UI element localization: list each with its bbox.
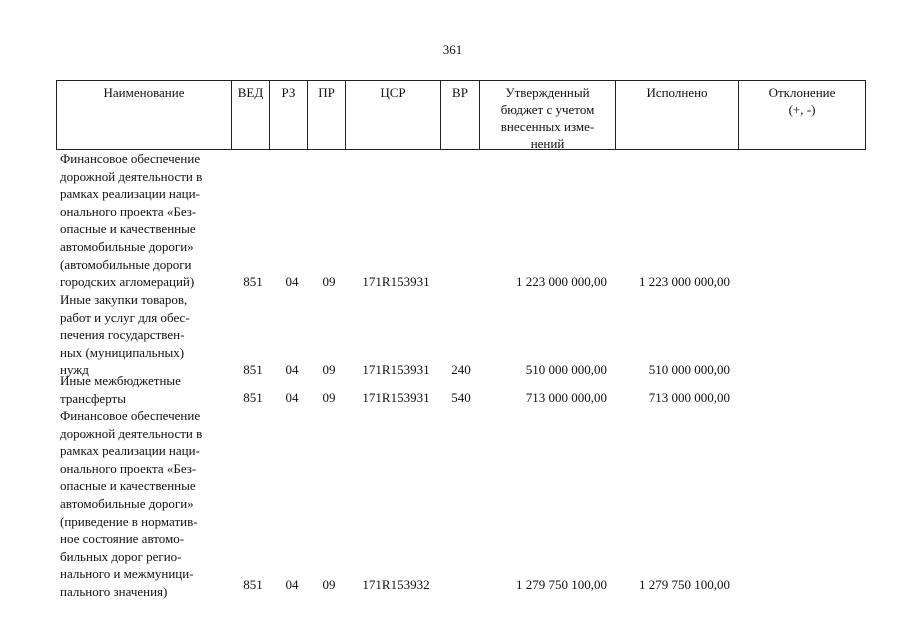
row-budget: 1 279 750 100,00 bbox=[516, 577, 607, 592]
header-budget-line: Утвержденный bbox=[505, 85, 590, 100]
row-name-line: работ и услуг для обес- bbox=[60, 309, 190, 325]
header-vr: ВР bbox=[441, 81, 480, 149]
row-pr: 09 bbox=[322, 577, 336, 592]
row-ved: 851 bbox=[243, 274, 263, 289]
row-name-line: трансферты bbox=[60, 390, 126, 406]
row-name-line: дорожной деятельности в bbox=[60, 425, 203, 441]
row-pr: 09 bbox=[322, 274, 336, 289]
table-header bbox=[56, 80, 866, 150]
row-rz: 04 bbox=[285, 362, 299, 377]
row-name-line: Финансовое обеспечение bbox=[60, 408, 201, 423]
row-name-line: опасные и качественные bbox=[60, 478, 196, 494]
row-csr: 171R153931 bbox=[362, 362, 430, 377]
header-budget-line: внесенных изме- bbox=[500, 119, 595, 134]
row-csr: 171R153932 bbox=[362, 577, 430, 592]
row-name-line: Иные закупки товаров, bbox=[60, 292, 188, 307]
row-budget: 713 000 000,00 bbox=[525, 390, 607, 405]
header-executed: Исполнено bbox=[616, 81, 739, 149]
row-name-line: ное состояние автомо- bbox=[60, 531, 185, 547]
row-executed: 510 000 000,00 bbox=[648, 362, 730, 377]
row-rz: 04 bbox=[285, 390, 299, 405]
row-budget: 510 000 000,00 bbox=[525, 362, 607, 377]
row-name-line: бильных дорог регио- bbox=[60, 548, 182, 564]
row-rz: 04 bbox=[285, 274, 299, 289]
header-rz: РЗ bbox=[270, 81, 308, 149]
header-budget bbox=[480, 81, 616, 149]
row-name-line: городских агломераций) bbox=[60, 274, 195, 290]
row-name-line: (приведение в норматив- bbox=[60, 513, 198, 529]
row-name bbox=[60, 150, 235, 291]
row-name bbox=[60, 291, 235, 379]
row-name-line: (автомобильные дороги bbox=[60, 256, 192, 272]
row-name-line: дорожной деятельности в bbox=[60, 168, 203, 184]
row-pr: 09 bbox=[322, 362, 336, 377]
header-csr: ЦСР bbox=[346, 81, 441, 149]
row-ved: 851 bbox=[243, 362, 263, 377]
row-pr: 09 bbox=[322, 390, 336, 405]
row-vr: 240 bbox=[451, 362, 471, 377]
row-rz: 04 bbox=[285, 577, 299, 592]
row-name-line: пального значения) bbox=[60, 583, 168, 599]
header-name: Наименование bbox=[57, 81, 232, 149]
header-budget-line: нений bbox=[530, 136, 565, 151]
row-name-line: Иные межбюджетные bbox=[60, 373, 181, 388]
header-deviation-line: Отклонение bbox=[768, 85, 836, 100]
row-csr: 171R153931 bbox=[362, 274, 430, 289]
row-name-line: автомобильные дороги» bbox=[60, 495, 194, 511]
header-pr: ПР bbox=[308, 81, 346, 149]
row-name-line: опасные и качественные bbox=[60, 221, 196, 237]
row-ved: 851 bbox=[243, 390, 263, 405]
row-budget: 1 223 000 000,00 bbox=[516, 274, 607, 289]
page-number: 361 bbox=[442, 42, 463, 57]
row-name-line: онального проекта «Без- bbox=[60, 203, 197, 219]
row-name-line: печения государствен- bbox=[60, 327, 185, 343]
row-name bbox=[60, 407, 235, 601]
row-executed: 1 223 000 000,00 bbox=[639, 274, 730, 289]
row-name bbox=[60, 372, 235, 407]
header-budget-line: бюджет с учетом bbox=[500, 102, 595, 117]
row-vr: 540 bbox=[451, 390, 471, 405]
row-name-line: нужд bbox=[60, 362, 89, 378]
row-executed: 713 000 000,00 bbox=[648, 390, 730, 405]
header-deviation bbox=[739, 81, 865, 149]
header-deviation-line: (+, -) bbox=[788, 102, 816, 117]
row-name-line: Финансовое обеспечение bbox=[60, 151, 201, 166]
row-name-line: онального проекта «Без- bbox=[60, 460, 197, 476]
row-name-line: рамках реализации нaци- bbox=[60, 186, 200, 202]
row-executed: 1 279 750 100,00 bbox=[639, 577, 730, 592]
row-name-line: нального и межмуници- bbox=[60, 566, 194, 582]
row-name-line: автомобильные дороги» bbox=[60, 238, 194, 254]
row-name-line: ных (муниципальных) bbox=[60, 344, 185, 360]
row-name-line: рамках реализации наци- bbox=[60, 443, 200, 459]
row-ved: 851 bbox=[243, 577, 263, 592]
row-csr: 171R153931 bbox=[362, 390, 430, 405]
header-ved: ВЕД bbox=[232, 81, 270, 149]
